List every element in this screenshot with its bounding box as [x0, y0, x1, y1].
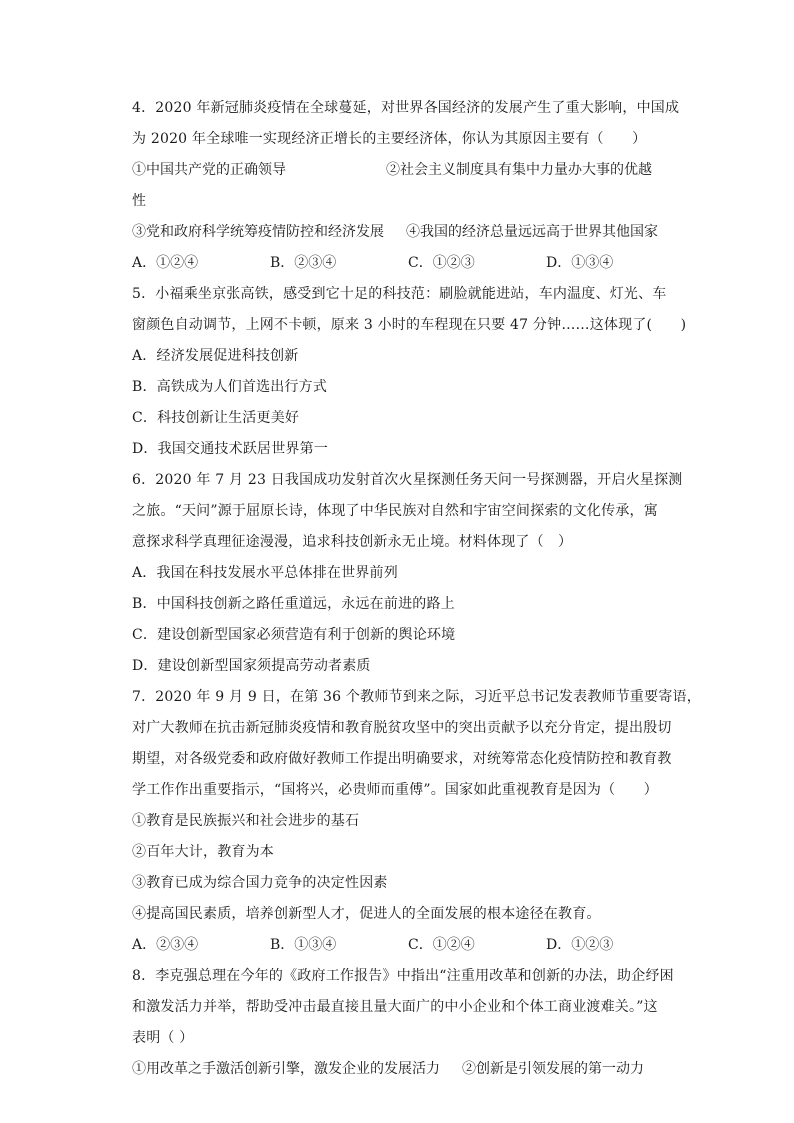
q4-statement-3: ③党和政府科学统筹疫情防控和经济发展 [132, 224, 384, 240]
q7-stem-line-1: 7．2020 年 9 月 9 日，在第 36 个教师节到来之际，习近平总书记发表教师节重要寄语， [132, 689, 701, 705]
q5-stem-line-1: 5．小福乘坐京张高铁，感受到它十足的科技范：刷脸就能进站，车内温度、灯光、车 [132, 286, 667, 302]
q4-stem-line-1: 4．2020 年新冠肺炎疫情在全球蔓延，对世界各国经济的发展产生了重大影响，中国成 [132, 100, 680, 116]
q7-statement-4: ④提高国民素质，培养创新型人才，促进人的全面发展的根本途径在教育。 [132, 906, 601, 922]
q7-stem-line-2: 对广大教师在抗击新冠肺炎疫情和教育脱贫攻坚中的突出贡献予以充分肯定，提出殷切 [132, 720, 672, 736]
q7-statement-3: ③教育已成为综合国力竞争的决定性因素 [132, 875, 388, 891]
q4-option-c[interactable]: C．①②③ [408, 255, 475, 271]
q7-stem-line-4: 学工作作出重要指示，“国将兴，必贵师而重傅”。国家如此重视教育是因为（ ） [132, 782, 658, 798]
q4-statement-4: ④我国的经济总量远远高于世界其他国家 [406, 224, 658, 240]
q6-stem-line-1: 6．2020 年 7 月 23 日我国成功发射首次火星探测任务天问一号探测器，开启火星探测 [132, 472, 683, 488]
q4-statement-1: ①中国共产党的正确领导 [132, 162, 286, 178]
q4-option-b[interactable]: B．②③④ [270, 255, 337, 271]
q6-option-a[interactable]: A．我国在科技发展水平总体排在世界前列 [132, 565, 398, 581]
q7-statement-2: ②百年大计，教育为本 [132, 844, 274, 860]
q7-statement-1: ①教育是民族振兴和社会进步的基石 [132, 813, 360, 829]
q7-option-a[interactable]: A．②③④ [132, 937, 199, 953]
q7-option-b[interactable]: B．①③④ [270, 937, 337, 953]
q4-statement-2-cont: 性 [132, 193, 147, 209]
q5-option-d[interactable]: D．我国交通技术跃居世界第一 [132, 441, 329, 457]
q6-option-c[interactable]: C．建设创新型国家必须营造有利于创新的舆论环境 [132, 627, 456, 643]
q4-statement-2: ②社会主义制度具有集中力量办大事的优越 [386, 162, 652, 178]
q5-option-c[interactable]: C．科技创新让生活更美好 [132, 410, 300, 426]
q7-stem-line-3: 期望，对各级党委和政府做好教师工作提出明确要求，对统筹常态化疫情防控和教育教 [132, 751, 672, 767]
q8-statement-1: ①用改革之手激活创新引擎，激发企业的发展活力 [132, 1061, 440, 1077]
q5-option-a[interactable]: A．经济发展促进科技创新 [132, 348, 299, 364]
q6-stem-line-2: 之旅。“天问”源于屈原长诗，体现了中华民族对自然和宇宙空间探索的文化传承，寓 [132, 503, 658, 519]
q5-option-b[interactable]: B．高铁成为人们首选出行方式 [132, 379, 328, 395]
q8-stem-line-3: 表明（ ） [132, 1030, 194, 1046]
q7-option-d[interactable]: D．①②③ [546, 937, 614, 953]
q4-stem-line-2: 为 2020 年全球唯一实现经济正增长的主要经济体，你认为其原因主要有（ ） [132, 131, 647, 147]
q6-option-b[interactable]: B．中国科技创新之路任重道远，永远在前进的路上 [132, 596, 455, 612]
q4-option-a[interactable]: A．①②④ [132, 255, 199, 271]
q6-stem-line-3: 意探求科学真理征途漫漫，追求科技创新永无止境。材料体现了（ ） [132, 534, 573, 550]
q8-statement-2: ②创新是引领发展的第一动力 [462, 1061, 644, 1077]
q6-option-d[interactable]: D．建设创新型国家须提高劳动者素质 [132, 658, 371, 674]
q5-stem-line-2: 窗颜色自动调节，上网不卡顿，原来 3 小时的车程现在只要 47 分钟……这体现了( ) [132, 317, 687, 333]
q8-stem-line-1: 8．李克强总理在今年的《政府工作报告》中指出“注重用改革和创新的办法，助企纾困 [132, 968, 674, 984]
q4-option-d[interactable]: D．①③④ [546, 255, 614, 271]
q7-option-c[interactable]: C．①②④ [408, 937, 475, 953]
q8-stem-line-2: 和激发活力并举，帮助受冲击最直接且量大面广的中小企业和个体工商业渡难关。”这 [132, 999, 658, 1015]
